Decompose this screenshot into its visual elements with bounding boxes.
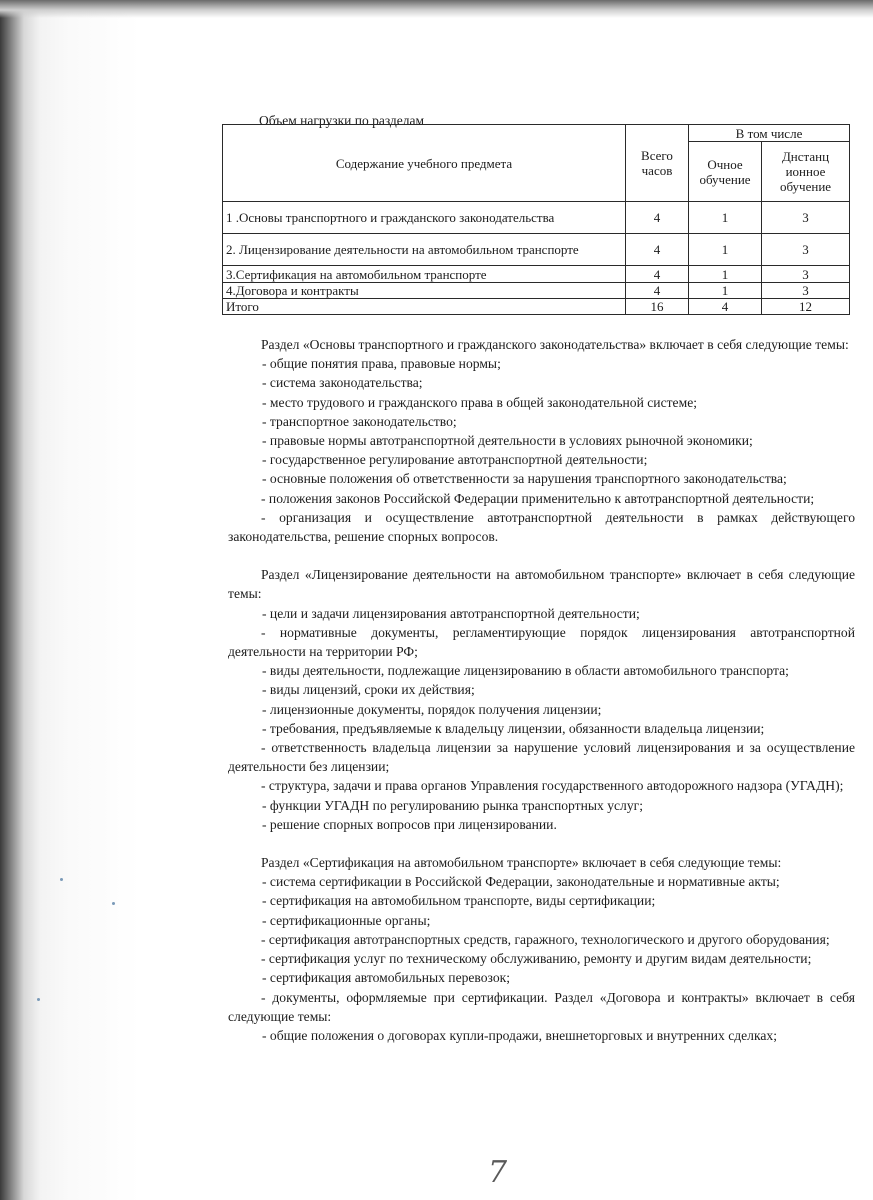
- section-gap: [228, 546, 855, 565]
- row-name: 4.Договора и контракты: [223, 283, 626, 299]
- topic-item: - организация и осуществление автотранспортной деятельности в рамках действующего законодательства, решение спорных вопросов.: [228, 509, 855, 545]
- topic-item: - место трудового и гражданского права в общей законодательной системе;: [262, 394, 697, 410]
- topic-item: - нормативные документы, регламентирующие порядок лицензирования автотранспортной деятельности на территории РФ;: [228, 624, 855, 660]
- row-total: 16: [626, 299, 689, 315]
- header-group: В том числе: [689, 125, 850, 142]
- topic-item: - государственное регулирование автотранспортной деятельности;: [262, 452, 648, 468]
- topic-item: - система законодательства;: [262, 375, 423, 391]
- section-intro: Раздел «Лицензирование деятельности на автомобильном транспорте» включает в себя следующие темы:: [228, 567, 855, 602]
- topic-item: - транспортное законодательство;: [262, 413, 457, 429]
- section-intro: Раздел «Основы транспортного и гражданского законодательства» включает в себя следующие темы:: [261, 337, 849, 352]
- topic-item: - сертификация услуг по техническому обслуживанию, ремонту и другим видам деятельности;: [261, 951, 812, 967]
- header-fulltime: Очное обучение: [689, 142, 762, 202]
- page-number: 7: [488, 1155, 508, 1190]
- topic-item: - сертификационные органы;: [262, 912, 431, 928]
- topic-item: - сертификация на автомобильном транспорте, виды сертификации;: [262, 893, 656, 909]
- row-distance: 3: [762, 283, 850, 299]
- table-row: [223, 266, 850, 283]
- topic-item: - требования, предъявляемые к владельцу лицензии, обязанности владельца лицензии;: [262, 720, 765, 736]
- section-intro: Раздел «Сертификация на автомобильном транспорте» включает в себя следующие темы:: [261, 855, 782, 871]
- topic-item: - документы, оформляемые при сертификации. Раздел «Договора и контракты» включает в себя следующие темы:: [228, 989, 855, 1024]
- topic-item: - система сертификации в Российской Федерации, законодательные и нормативные акты;: [262, 874, 780, 890]
- table-total-row: [223, 299, 850, 315]
- row-distance: 3: [762, 266, 850, 283]
- topic-item: - виды деятельности, подлежащие лицензированию в области автомобильного транспорта;: [262, 663, 789, 679]
- section-gap: [228, 834, 855, 853]
- scan-shadow: [0, 0, 873, 18]
- topic-item: - сертификация автотранспортных средств, гаражного, технологического и другого оборудования;: [261, 931, 830, 947]
- row-total: 4: [626, 234, 689, 266]
- row-fulltime: 1: [689, 202, 762, 234]
- row-fulltime: 1: [689, 283, 762, 299]
- header-total: Всего часов: [626, 125, 689, 202]
- topic-item: - положения законов Российской Федерации применительно к автотранспортной деятельности;: [261, 490, 815, 506]
- load-table: [222, 124, 850, 315]
- scan-speck: [112, 902, 115, 905]
- topic-item: - решение спорных вопросов при лицензировании.: [262, 816, 557, 832]
- row-fulltime: 1: [689, 234, 762, 266]
- table-caption: Объем нагрузки по разделам: [259, 113, 425, 128]
- row-name: 3.Сертификация на автомобильном транспорте: [223, 266, 626, 283]
- table-row: [223, 283, 850, 299]
- table-row: [223, 234, 850, 266]
- table-row: [223, 202, 850, 234]
- table-header-row: [223, 125, 850, 142]
- topic-item: - основные положения об ответственности за нарушения транспортного законодательства;: [262, 471, 787, 487]
- row-distance: 3: [762, 234, 850, 266]
- row-total: 4: [626, 202, 689, 234]
- scan-speck: [60, 878, 63, 881]
- row-total: 4: [626, 266, 689, 283]
- topic-item: - правовые нормы автотранспортной деятельности в условиях рыночной экономики;: [262, 433, 753, 449]
- row-fulltime: 4: [689, 299, 762, 315]
- topic-item: - виды лицензий, сроки их действия;: [262, 682, 475, 698]
- row-distance: 12: [762, 299, 850, 315]
- topic-item: - ответственность владельца лицензии за нарушение условий лицензирования и за осуществление деятельности без лицензии;: [228, 740, 855, 775]
- topic-item: - структура, задачи и права органов Управления государственного автодорожного надзора (УГАДН);: [261, 778, 844, 794]
- row-name: 1 .Основы транспортного и гражданского законодательства: [223, 202, 626, 234]
- row-name: Итого: [223, 299, 626, 315]
- topic-item: - сертификация автомобильных перевозок;: [262, 970, 511, 986]
- scan-speck: [37, 998, 40, 1001]
- topic-item: - функции УГАДН по регулированию рынка транспортных услуг;: [262, 797, 643, 813]
- row-total: 4: [626, 283, 689, 299]
- header-content: Содержание учебного предмета: [223, 125, 626, 202]
- topic-item: - общие положения о договорах купли-продажи, внешнеторговых и внутренних сделках;: [262, 1027, 777, 1043]
- row-distance: 3: [762, 202, 850, 234]
- topic-item: - лицензионные документы, порядок получения лицензии;: [262, 701, 602, 717]
- header-distance: Днстанц ионное обучение: [762, 142, 850, 202]
- row-fulltime: 1: [689, 266, 762, 283]
- body-text: [228, 335, 855, 1045]
- topic-item: - цели и задачи лицензирования автотранспортной деятельности;: [262, 605, 640, 621]
- topic-item: - общие понятия права, правовые нормы;: [262, 356, 501, 372]
- row-name: 2. Лицензирование деятельности на автомобильном транспорте: [223, 234, 626, 266]
